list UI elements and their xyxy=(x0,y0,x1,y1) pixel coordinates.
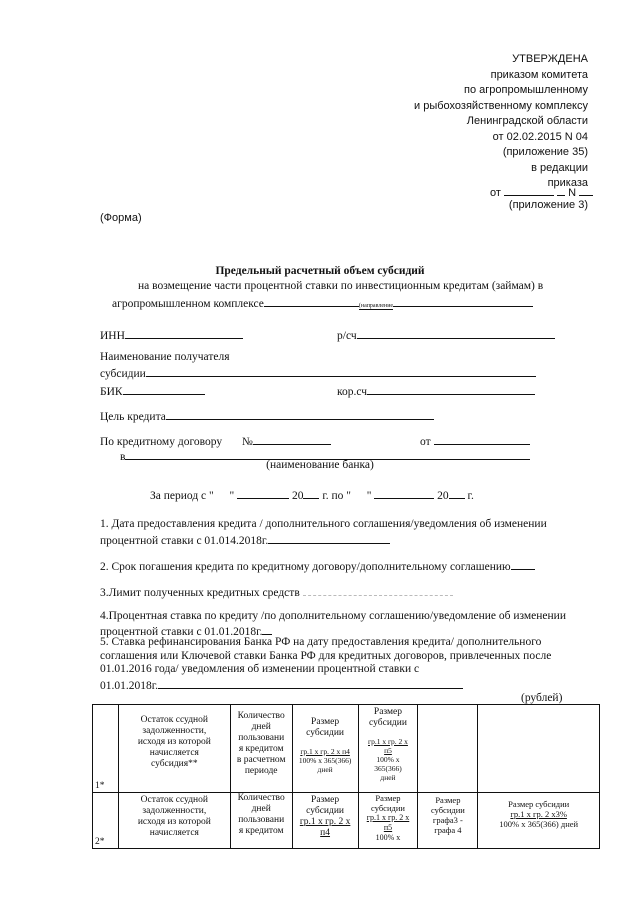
cell-text: Размер xyxy=(375,793,401,803)
order-number-blank xyxy=(579,184,593,196)
cell-text: Размер xyxy=(311,717,340,727)
formula-text: 100% х 365(366) дней xyxy=(499,819,579,829)
period-start-year-blank[interactable] xyxy=(303,487,319,499)
goal-label: Цель кредита xyxy=(100,411,166,423)
item-4-line-a: 4.Процентная ставка по кредиту /по дополнительному соглашению/уведомление об изменении xyxy=(100,610,566,622)
order-date-blank xyxy=(504,184,554,196)
order-date-line xyxy=(490,184,593,199)
formula-text: 100% х xyxy=(376,755,400,764)
cell-text: дней xyxy=(251,804,271,814)
cell-text: субсидии xyxy=(371,803,405,813)
bik-field xyxy=(100,383,205,398)
kor-field xyxy=(337,383,535,398)
row-number: 2* xyxy=(93,793,119,849)
title-main: Предельный расчетный объем субсидий xyxy=(215,265,425,277)
item-4-blank[interactable] xyxy=(262,623,272,635)
cell-days xyxy=(230,705,292,793)
item-5-text: 01.01.2018г. xyxy=(100,680,159,692)
order-n-label: N xyxy=(568,187,577,199)
cell-text: Количество xyxy=(237,793,285,803)
table-row xyxy=(93,793,600,849)
approval-line: в редакции xyxy=(531,161,588,174)
approval-lines xyxy=(414,52,588,192)
period-field xyxy=(150,487,474,502)
recipient-blank[interactable] xyxy=(146,365,536,377)
title-line2: на возмещение части процентной ставки по инвестиционным кредитам (займам) в xyxy=(138,280,544,292)
item-5-blank[interactable] xyxy=(158,677,463,689)
formula-text: гр.1 х гр. 2 х xyxy=(366,813,410,822)
contract-ot-label: от xyxy=(420,436,431,448)
cell-text: субсидии xyxy=(306,728,345,738)
inn-blank[interactable] xyxy=(125,327,243,339)
cell-text: субсидии xyxy=(369,718,407,728)
item-2-blank[interactable] xyxy=(511,558,535,570)
rs-blank[interactable] xyxy=(357,327,555,339)
approval-line: (приложение 35) xyxy=(502,146,588,158)
cell-text: Остаток ссудной xyxy=(140,795,208,805)
form-label: (Форма) xyxy=(100,212,142,224)
cell-text: Размер xyxy=(373,707,403,717)
cell-text: субсидии xyxy=(306,806,345,816)
contract-no-blank[interactable] xyxy=(253,433,331,445)
formula-text: 365(366) xyxy=(374,764,402,773)
title-line3 xyxy=(112,295,533,310)
cell-text: исходя из которой xyxy=(137,737,211,747)
cell-subsidy-diff xyxy=(418,793,478,849)
cell-text: исходя из которой xyxy=(137,817,211,827)
item-5-line-b: соглашения или Ключевой ставки Банка РФ для кредитных договоров, привлеченных после xyxy=(100,650,552,662)
inn-field xyxy=(100,327,243,342)
contract-date-field xyxy=(420,433,530,448)
formula-text: 100% х xyxy=(375,833,401,842)
cell-days xyxy=(230,793,292,849)
subsidy-table xyxy=(92,704,600,849)
cell-text: в расчетном xyxy=(236,755,286,765)
period-to-label: г. по " xyxy=(322,490,351,502)
order-ot-label: от xyxy=(490,187,501,199)
item-1-line-b xyxy=(100,532,390,547)
period-g-label: г. xyxy=(467,490,474,502)
cell-text: задолженности, xyxy=(142,806,207,816)
period-end-blank[interactable] xyxy=(374,487,434,499)
recipient-label-1: Наименование получателя xyxy=(100,351,230,363)
cell-text: задолженности, xyxy=(142,726,207,736)
item-3-text: 3.Лимит полученных кредитных средств xyxy=(100,587,300,599)
cell-text: субсидии xyxy=(430,805,465,815)
item-5-line-d xyxy=(100,677,463,692)
appendix-label: (приложение 3) xyxy=(508,199,588,211)
formula-text: п5 xyxy=(384,746,392,755)
cell-text: субсидия** xyxy=(151,759,198,769)
item-2-text: 2. Срок погашения кредита по кредитному договору/дополнительному соглашению xyxy=(100,561,511,573)
cell-subsidy-3pct xyxy=(478,793,600,849)
kor-blank[interactable] xyxy=(367,383,535,395)
cell-text: начисляется xyxy=(149,828,199,838)
formula-text: дней xyxy=(317,765,333,774)
formula-text: гр.1 х гр. 2 х xyxy=(368,737,408,746)
cell-text: Количество xyxy=(237,711,285,721)
cell-subsidy-p5 xyxy=(358,705,418,793)
direction-hint: (направление xyxy=(358,303,394,309)
formula-text: дней xyxy=(380,773,396,782)
cell-text: графа3 - xyxy=(432,815,463,825)
formula-text: п4 xyxy=(320,828,331,838)
bik-label: БИК xyxy=(100,386,123,398)
recipient-label-2: субсидии xyxy=(100,368,146,380)
formula-text: п5 xyxy=(383,823,393,832)
cell-text: я кредитом xyxy=(238,826,284,836)
bik-blank[interactable] xyxy=(123,383,205,395)
formula-text: гр.1 х гр. 2 х xyxy=(299,817,351,827)
item-1-line-a: 1. Дата предоставления кредита / дополнительного соглашения/уведомления об изменении xyxy=(100,518,547,530)
period-year-prefix: 20 xyxy=(437,490,449,502)
rs-field xyxy=(337,327,555,342)
cell-text: я кредитом xyxy=(238,744,284,754)
item-3-blank[interactable] xyxy=(303,584,453,596)
approval-line: и рыбохозяйственному комплексу xyxy=(414,99,588,112)
table-row xyxy=(93,705,600,793)
item-5-line-c: 01.01.2016 года/ уведомления об изменении процентной ставки с xyxy=(100,663,420,675)
bank-hint: (наименование банка) xyxy=(266,459,374,471)
cell-text: Размер xyxy=(311,795,340,805)
direction-blank xyxy=(393,295,533,307)
period-year-prefix: 20 xyxy=(291,490,304,502)
item-2 xyxy=(100,558,535,573)
cell-subsidy-p4 xyxy=(292,705,358,793)
approval-line: приказом комитета xyxy=(490,68,588,81)
period-from-label: За период с " xyxy=(150,490,214,502)
cell-balance xyxy=(118,793,230,849)
item-5-line-a: 5. Ставка рефинансирования Банка РФ на дату предоставления кредита/ дополнительного xyxy=(100,636,542,648)
cell-empty xyxy=(418,705,478,793)
contract-no-label: № xyxy=(241,436,253,448)
kor-label: кор.сч xyxy=(337,386,368,398)
cell-text: Размер xyxy=(435,795,461,805)
approval-line: от 02.02.2015 N 04 xyxy=(492,130,588,143)
contract-date-blank[interactable] xyxy=(434,433,530,445)
cell-empty xyxy=(478,705,600,793)
formula-text: гр.1 х гр. 2 х п4 xyxy=(300,747,350,756)
period-start-blank[interactable] xyxy=(237,487,289,499)
cell-text: Остаток ссудной xyxy=(140,715,208,725)
period-end-year-blank[interactable] xyxy=(449,487,465,499)
cell-text: Размер субсидии xyxy=(508,799,570,809)
formula-text: 100% х 365(366) xyxy=(298,756,352,765)
row-number: 1* xyxy=(93,705,119,793)
cell-text: начисляется xyxy=(149,748,199,758)
approval-line: Ленинградской области xyxy=(466,115,588,127)
cell-balance xyxy=(118,705,230,793)
direction-blank xyxy=(264,295,359,307)
item-4-text: процентной ставки с 01.01.2018г. xyxy=(100,626,263,638)
period-quote: " xyxy=(366,490,372,502)
item-3 xyxy=(100,584,453,599)
title-line3-text: агропромышленном комплексе xyxy=(112,298,264,310)
cell-subsidy-p5 xyxy=(358,793,418,849)
goal-field xyxy=(100,408,434,423)
cell-text: пользовани xyxy=(238,733,285,743)
cell-text: пользовани xyxy=(238,815,285,825)
order-date-blank xyxy=(557,184,565,196)
cell-text: графа 4 xyxy=(434,825,462,835)
cell-subsidy-p4 xyxy=(292,793,358,849)
contract-label: По кредитному договору xyxy=(100,436,223,448)
formula-text: гр.1 х гр. 2 х3% xyxy=(510,809,567,819)
contract-field xyxy=(100,433,331,448)
approval-line: приказа xyxy=(547,177,588,189)
inn-label: ИНН xyxy=(100,330,125,342)
recipient-field xyxy=(100,365,536,380)
cell-text: периоде xyxy=(244,766,278,776)
period-quote: " xyxy=(229,490,235,502)
units-label: (рублей) xyxy=(521,692,563,704)
bank-v-label: в xyxy=(120,451,126,463)
rs-label: р/сч xyxy=(337,330,357,342)
item-1-text: процентной ставки с 01.014.2018г. xyxy=(100,535,269,547)
goal-blank[interactable] xyxy=(166,408,434,420)
cell-text: дней xyxy=(251,722,271,732)
approval-line: УТВЕРЖДЕНА xyxy=(512,53,588,65)
approval-line: по агропромышленному xyxy=(464,84,588,96)
item-1-blank[interactable] xyxy=(268,532,390,544)
